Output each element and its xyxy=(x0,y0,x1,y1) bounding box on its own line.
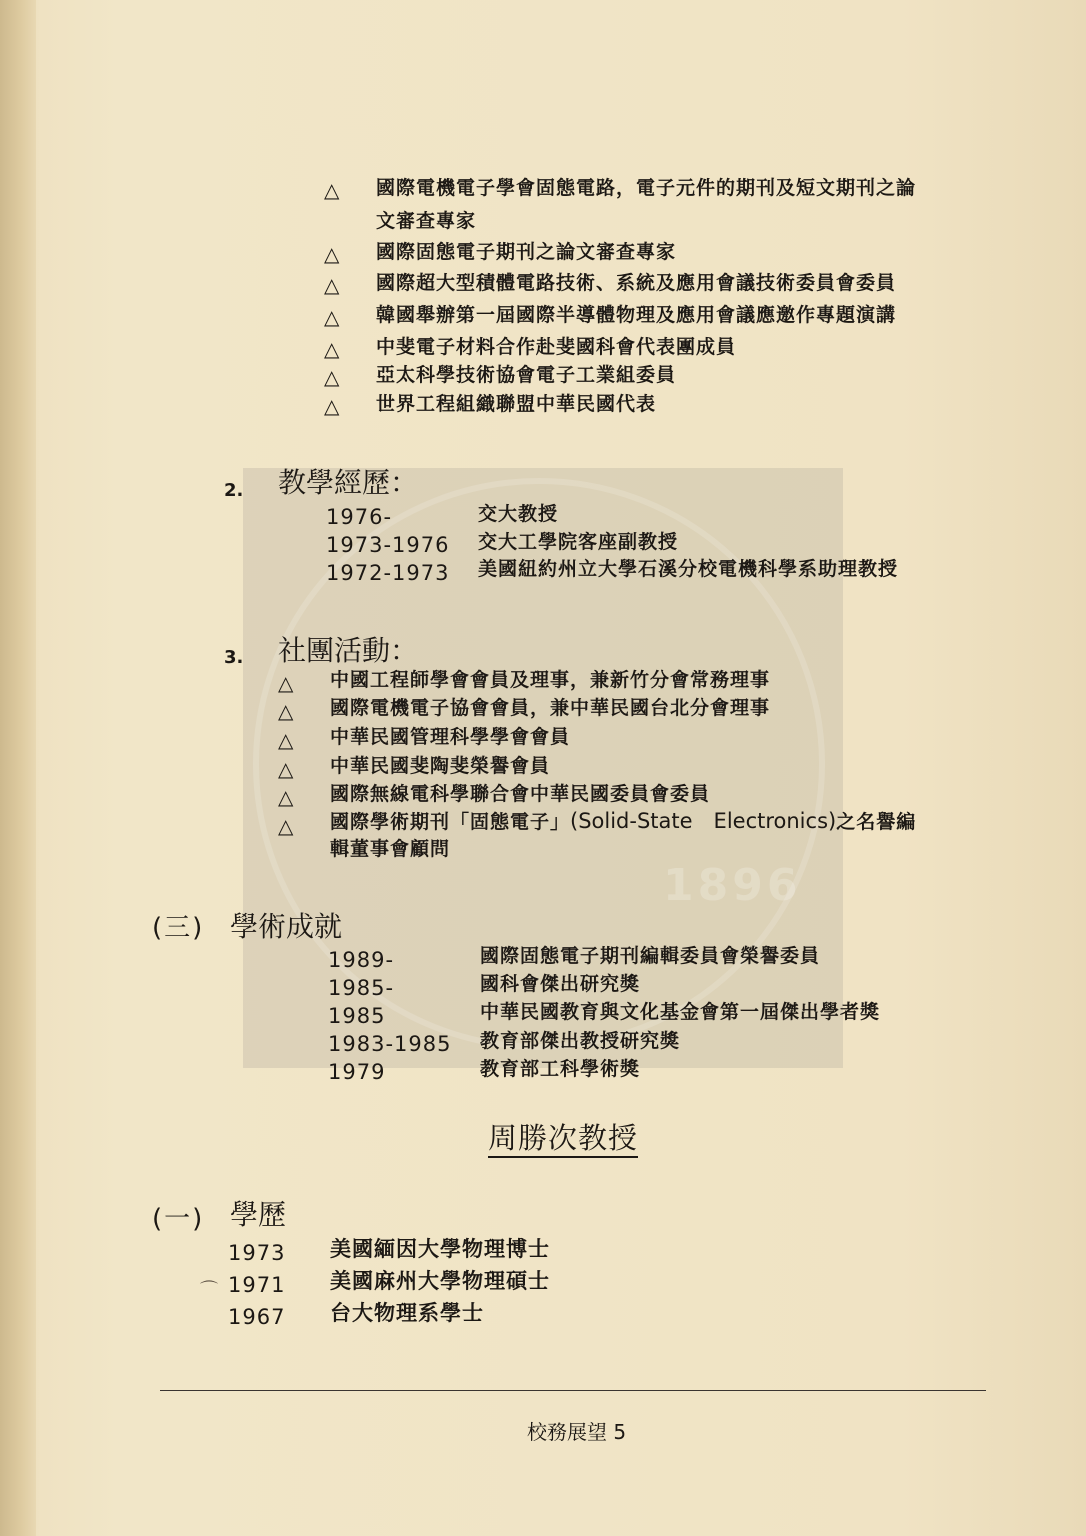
section-number: (三) xyxy=(152,913,205,943)
society-item: 中華民國斐陶斐榮譽會員 xyxy=(330,755,551,777)
teaching-desc: 交大工學院客座副教授 xyxy=(478,531,679,553)
education-year: 1971 xyxy=(228,1273,286,1297)
achievement-year: 1979 xyxy=(328,1060,386,1084)
triangle-bullet-icon: △ xyxy=(278,728,294,752)
triangle-bullet-icon: △ xyxy=(278,699,294,723)
education-desc: 美國緬因大學物理博士 xyxy=(330,1236,550,1261)
teaching-year: 1973-1976 xyxy=(326,533,450,557)
achievement-desc: 中華民國教育與文化基金會第一屆傑出學者獎 xyxy=(480,1001,881,1023)
honor-item: 國際電機電子學會固態電路，電子元件的期刊及短文期刊之論 xyxy=(376,177,917,199)
section-number: 2. xyxy=(224,480,244,501)
society-item: 中華民國管理科學學會會員 xyxy=(330,726,571,748)
society-item: 中國工程師學會會員及理事，兼新竹分會常務理事 xyxy=(330,669,771,691)
teaching-year: 1972-1973 xyxy=(326,561,450,585)
triangle-bullet-icon: △ xyxy=(324,365,340,389)
teaching-desc: 交大教授 xyxy=(478,503,559,525)
footer-rule xyxy=(160,1390,986,1391)
achievement-desc: 國際固態電子期刊編輯委員會榮譽委員 xyxy=(480,945,821,967)
section-heading: 學術成就 xyxy=(230,910,343,943)
watermark-year: 1896 xyxy=(663,860,802,911)
society-item-journal xyxy=(330,808,916,835)
achievement-year: 1989- xyxy=(328,948,395,972)
education-desc: 美國麻州大學物理碩士 xyxy=(330,1268,550,1293)
teaching-desc: 美國紐約州立大學石溪分校電機科學系助理教授 xyxy=(478,558,899,580)
achievement-desc: 教育部傑出教授研究獎 xyxy=(480,1030,681,1052)
teaching-year: 1976- xyxy=(326,505,393,529)
honor-item: 亞太科學技術協會電子工業組委員 xyxy=(376,364,677,386)
achievement-desc: 教育部工科學術獎 xyxy=(480,1058,641,1080)
honor-item: 世界工程組織聯盟中華民國代表 xyxy=(376,393,657,415)
education-year: 1967 xyxy=(228,1305,286,1329)
stray-pen-mark: ⌒ xyxy=(200,1280,218,1301)
triangle-bullet-icon: △ xyxy=(278,814,294,838)
triangle-bullet-icon: △ xyxy=(324,394,340,418)
triangle-bullet-icon: △ xyxy=(278,785,294,809)
honor-item: 韓國舉辦第一屆國際半導體物理及應用會議應邀作專題演講 xyxy=(376,304,897,326)
honor-item: 中斐電子材料合作赴斐國科會代表團成員 xyxy=(376,336,737,358)
society-item: 國際電機電子協會會員，兼中華民國台北分會理事 xyxy=(330,697,771,719)
achievement-desc: 國科會傑出研究獎 xyxy=(480,973,641,995)
achievement-year: 1985- xyxy=(328,976,395,1000)
society-item-continuation: 輯董事會顧問 xyxy=(330,838,451,860)
society-item: 國際無線電科學聯合會中華民國委員會委員 xyxy=(330,783,711,805)
section-heading: 學歷 xyxy=(230,1198,287,1231)
page-footer xyxy=(527,1418,626,1446)
triangle-bullet-icon: △ xyxy=(324,178,340,202)
professor-title: 周勝次教授 xyxy=(488,1120,638,1158)
honor-item: 國際固態電子期刊之論文審查專家 xyxy=(376,241,677,263)
triangle-bullet-icon: △ xyxy=(324,305,340,329)
achievement-year: 1983-1985 xyxy=(328,1032,452,1056)
page-number: 5 xyxy=(613,1420,627,1444)
triangle-bullet-icon: △ xyxy=(278,671,294,695)
honor-item-continuation: 文審查專家 xyxy=(376,210,477,232)
triangle-bullet-icon: △ xyxy=(278,757,294,781)
education-year: 1973 xyxy=(228,1241,286,1265)
section-number: 3. xyxy=(224,647,244,668)
triangle-bullet-icon: △ xyxy=(324,337,340,361)
footer-label: 校務展望 xyxy=(527,1420,607,1444)
journal-english-name: (Solid-State Electronics) xyxy=(570,809,837,833)
journal-suffix: 之名譽編 xyxy=(836,811,917,833)
triangle-bullet-icon: △ xyxy=(324,273,340,297)
education-desc: 台大物理系學士 xyxy=(330,1300,484,1325)
journal-prefix: 國際學術期刊「固態電子」 xyxy=(330,811,571,833)
section-heading: 社團活動： xyxy=(278,634,419,667)
section-number: (一) xyxy=(152,1204,205,1234)
triangle-bullet-icon: △ xyxy=(324,242,340,266)
section-heading: 教學經歷： xyxy=(278,466,419,499)
honor-item: 國際超大型積體電路技術、系統及應用會議技術委員會委員 xyxy=(376,272,897,294)
achievement-year: 1985 xyxy=(328,1004,386,1028)
book-spine-shadow xyxy=(0,0,36,1536)
